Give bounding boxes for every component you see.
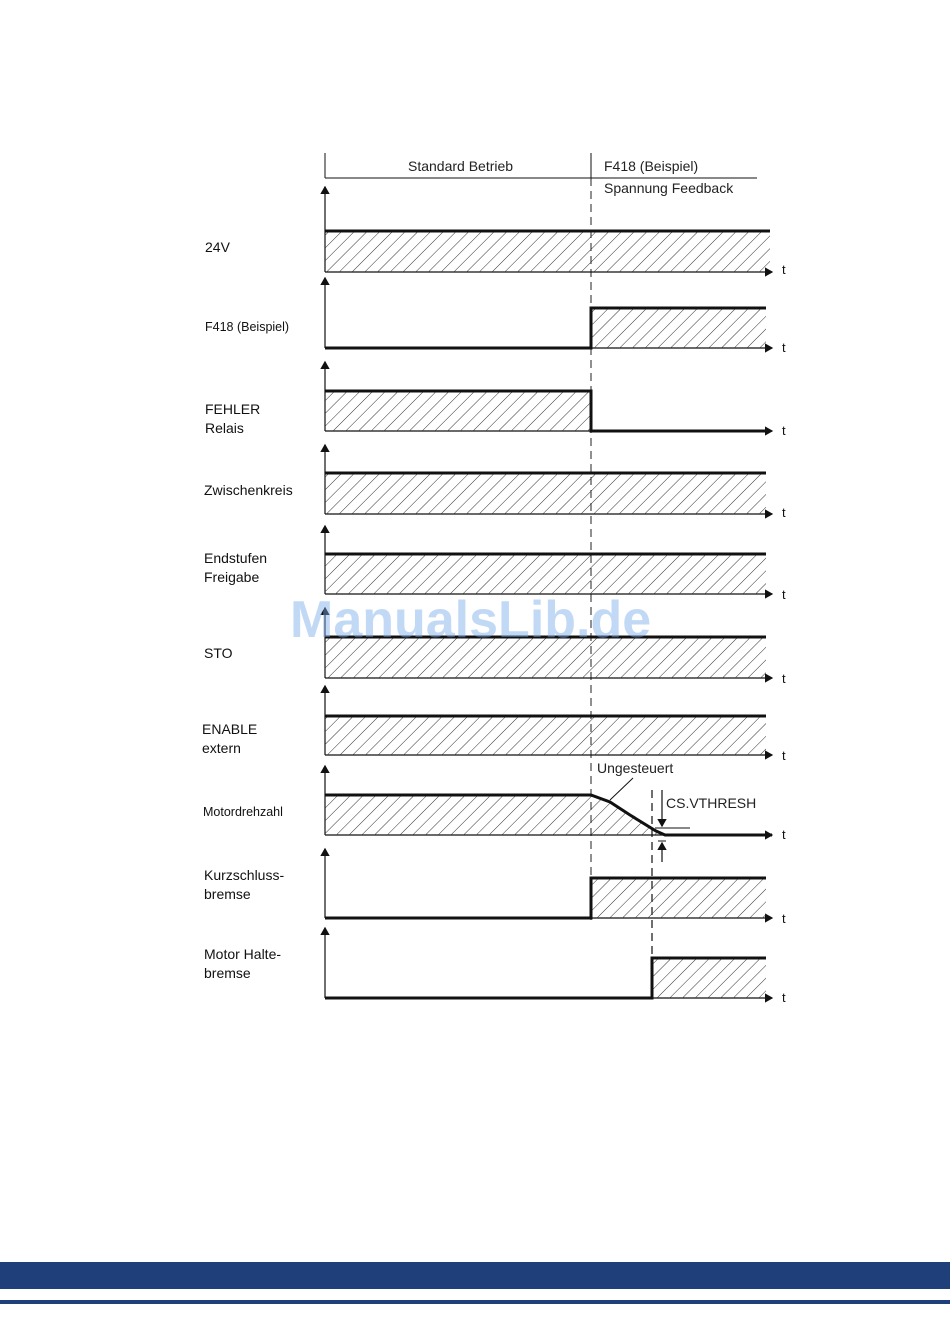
t-axis-label: t (782, 827, 786, 842)
t-axis-label: t (782, 990, 786, 1005)
signal-label-kurzschlussbremse: Kurzschluss- bremse (204, 867, 285, 902)
signal-label-f418: F418 (Beispiel) (205, 320, 290, 334)
signal-endstufen-freigabe-trace (325, 526, 772, 594)
t-axis-label: t (782, 587, 786, 602)
cs-vthresh-annotation: CS.VTHRESH (666, 795, 757, 811)
signal-fehler-relais-trace (325, 362, 772, 431)
signal-motor-haltebremse-trace (325, 928, 772, 998)
signal-label-zwischenkreis: Zwischenkreis (204, 482, 293, 498)
t-axis-label: t (782, 911, 786, 926)
signal-label-motordrehzahl: Motordrehzahl (203, 805, 283, 819)
t-axis-label: t (782, 505, 786, 520)
signal-label-24v: 24V (205, 239, 230, 255)
signal-label-fehler-relais: FEHLER Relais (205, 401, 261, 436)
signal-label-sto: STO (204, 645, 233, 661)
signal-kurzschlussbremse-trace (325, 849, 772, 918)
phase-fault-sub-label: Spannung Feedback (604, 180, 734, 196)
t-axis-label: t (782, 340, 786, 355)
signal-enable-extern-trace (325, 686, 772, 755)
signal-f418-trace (325, 278, 772, 348)
ungesteuert-annotation: Ungesteuert (597, 760, 674, 776)
footer-band (0, 1262, 950, 1289)
signal-label-enable-extern: ENABLE extern (202, 721, 258, 756)
t-axis-label: t (782, 262, 786, 277)
watermark: ManualsLib.de (290, 591, 652, 649)
signal-motordrehzahl-trace (325, 766, 772, 862)
signal-24v-trace (325, 187, 772, 272)
signal-zwischenkreis-trace (325, 445, 772, 514)
t-axis-label: t (782, 671, 786, 686)
phase-normal-label: Standard Betrieb (408, 158, 514, 174)
t-axis-label: t (782, 748, 786, 763)
signal-label-endstufen-freigabe: Endstufen Freigabe (204, 550, 268, 585)
t-axis-label: t (782, 423, 786, 438)
phase-fault-label: F418 (Beispiel) (604, 158, 699, 174)
signal-label-motor-haltebremse: Motor Halte- bremse (204, 946, 282, 981)
footer-line (0, 1300, 950, 1304)
